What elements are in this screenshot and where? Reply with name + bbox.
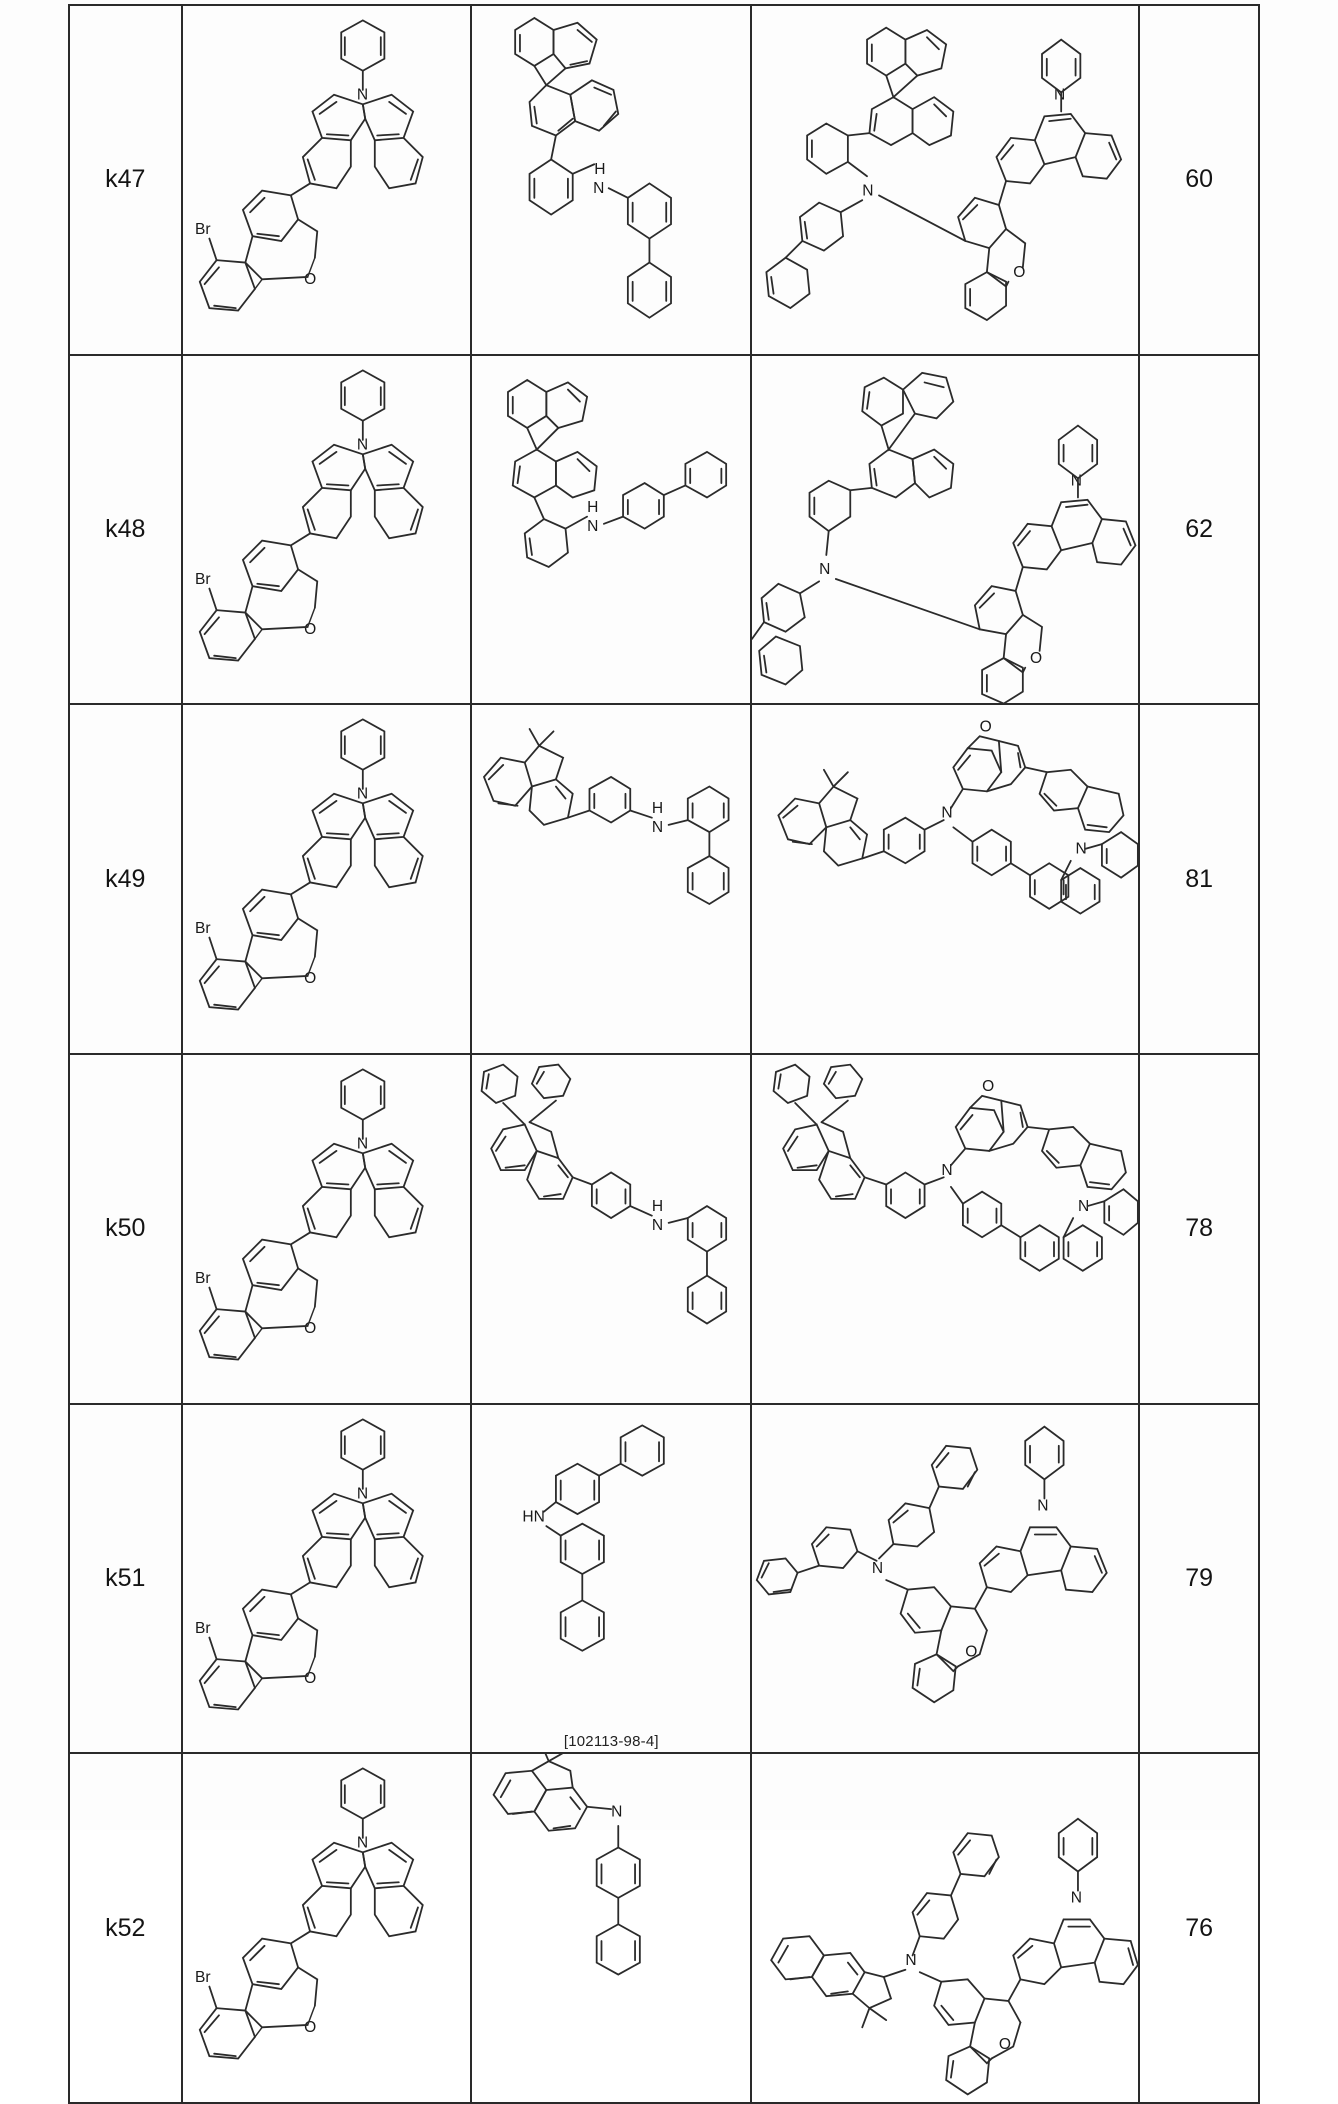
reactant2-cell xyxy=(471,5,751,355)
table-row xyxy=(69,1404,1259,1754)
row-label-cell xyxy=(69,355,182,705)
structure-diagram-product xyxy=(752,705,1138,1053)
svg-text:N: N xyxy=(356,1485,368,1503)
yield-value: 81 xyxy=(1185,864,1214,893)
table-row xyxy=(69,704,1259,1054)
yield-cell xyxy=(1139,1753,1259,2103)
structure-diagram-reactant1 xyxy=(183,1055,471,1403)
svg-text:O: O xyxy=(965,1643,978,1661)
row-label: k49 xyxy=(105,864,146,893)
product-cell xyxy=(751,1054,1139,1404)
svg-text:N: N xyxy=(356,1135,368,1153)
product-cell xyxy=(751,1753,1139,2103)
yield-cell xyxy=(1139,355,1259,705)
svg-text:H: H xyxy=(587,498,599,516)
table-row xyxy=(69,1054,1259,1404)
row-label: k50 xyxy=(105,1214,146,1243)
structure-diagram-product xyxy=(752,1055,1138,1403)
reactant2-cell xyxy=(471,1404,751,1754)
reactant2-cell xyxy=(471,355,751,705)
svg-text:N: N xyxy=(1054,86,1066,104)
svg-text:N: N xyxy=(819,560,831,578)
yield-value: 79 xyxy=(1185,1564,1214,1592)
row-label: k48 xyxy=(105,515,146,543)
svg-text:N: N xyxy=(905,1952,918,1970)
yield-cell xyxy=(1139,1054,1259,1404)
product-cell xyxy=(751,704,1139,1054)
svg-text:N: N xyxy=(356,86,368,104)
reactant1-cell xyxy=(182,5,472,355)
row-label: k52 xyxy=(105,1913,146,1942)
structure-diagram-reactant1 xyxy=(183,1405,471,1753)
structure-diagram-product xyxy=(752,356,1138,704)
structure-diagram-product xyxy=(752,1754,1138,2102)
svg-text:N: N xyxy=(652,1217,664,1235)
structure-diagram-reactant1 xyxy=(183,356,471,704)
svg-text:N: N xyxy=(1071,472,1083,490)
svg-text:H: H xyxy=(652,800,664,818)
row-label: k51 xyxy=(105,1564,146,1592)
structure-diagram-reactant1 xyxy=(183,6,471,354)
structure-diagram-reactant1 xyxy=(183,705,471,1053)
svg-text:N: N xyxy=(1037,1497,1049,1515)
reactant1-cell xyxy=(182,704,472,1054)
table-row xyxy=(69,5,1259,355)
product-cell xyxy=(751,1404,1139,1754)
svg-text:N: N xyxy=(872,1559,884,1577)
reaction-table xyxy=(68,4,1260,2104)
yield-cell xyxy=(1139,5,1259,355)
product-cell xyxy=(751,355,1139,705)
reactant2-cell xyxy=(471,704,751,1054)
svg-text:O: O xyxy=(303,271,316,289)
reactant1-cell xyxy=(182,1753,472,2103)
reaction-table-container xyxy=(68,4,1260,2054)
svg-text:N: N xyxy=(593,180,605,198)
svg-text:O: O xyxy=(303,1320,316,1338)
svg-text:N: N xyxy=(652,819,664,837)
svg-text:O: O xyxy=(999,2036,1012,2054)
row-label: k47 xyxy=(105,165,146,194)
svg-text:N: N xyxy=(1075,841,1088,859)
structure-diagram-reactant2 xyxy=(472,1055,750,1403)
table-row xyxy=(69,1753,1259,2103)
svg-text:O: O xyxy=(303,620,316,638)
svg-text:N: N xyxy=(356,436,368,454)
svg-text:O: O xyxy=(980,718,993,736)
structure-diagram-product xyxy=(752,6,1138,354)
reactant2-cell xyxy=(471,1753,751,2103)
reactant1-cell xyxy=(182,1054,472,1404)
structure-diagram-product xyxy=(752,1405,1138,1753)
svg-text:N: N xyxy=(1071,1889,1083,1907)
reactant1-cell xyxy=(182,355,472,705)
svg-text:N: N xyxy=(941,1161,953,1179)
row-label-cell xyxy=(69,1404,182,1754)
svg-text:Br: Br xyxy=(194,1269,211,1287)
svg-text:N: N xyxy=(862,182,874,200)
yield-value: 76 xyxy=(1185,1913,1214,1942)
svg-text:H: H xyxy=(652,1197,664,1215)
svg-text:HN: HN xyxy=(522,1507,546,1525)
svg-text:O: O xyxy=(303,970,316,988)
yield-value: 78 xyxy=(1185,1214,1214,1243)
svg-text:O: O xyxy=(982,1078,995,1096)
row-label-cell xyxy=(69,5,182,355)
row-label-cell xyxy=(69,1753,182,2103)
svg-text:N: N xyxy=(356,785,368,803)
yield-cell xyxy=(1139,1404,1259,1754)
reactant1-cell xyxy=(182,1404,472,1754)
yield-cell xyxy=(1139,704,1259,1054)
svg-text:Br: Br xyxy=(194,220,211,238)
svg-text:H: H xyxy=(594,160,606,178)
svg-text:O: O xyxy=(303,2019,316,2037)
cas-number-note: [102113-98-4] xyxy=(563,1733,659,1751)
structure-diagram-reactant1 xyxy=(183,1754,471,2102)
structure-diagram-reactant2 xyxy=(472,705,750,1053)
svg-text:O: O xyxy=(1030,649,1043,667)
structure-diagram-reactant2 xyxy=(472,1405,750,1753)
yield-value: 62 xyxy=(1185,515,1214,543)
svg-text:Br: Br xyxy=(194,570,211,588)
svg-text:Br: Br xyxy=(194,1969,211,1987)
structure-diagram-reactant2 xyxy=(472,356,750,704)
svg-text:Br: Br xyxy=(194,920,211,938)
row-label-cell xyxy=(69,704,182,1054)
reactant2-cell xyxy=(471,1054,751,1404)
svg-text:N: N xyxy=(1078,1197,1090,1215)
svg-text:N: N xyxy=(356,1834,368,1852)
svg-text:N: N xyxy=(941,805,953,823)
svg-text:O: O xyxy=(1013,263,1026,281)
row-label-cell xyxy=(69,1054,182,1404)
product-cell xyxy=(751,5,1139,355)
svg-text:Br: Br xyxy=(194,1619,211,1637)
structure-diagram-reactant2 xyxy=(472,6,750,354)
yield-value: 60 xyxy=(1185,165,1214,194)
svg-text:N: N xyxy=(587,517,599,535)
structure-diagram-reactant2 xyxy=(472,1754,750,2102)
svg-text:O: O xyxy=(303,1669,316,1687)
table-row xyxy=(69,355,1259,705)
svg-text:N: N xyxy=(611,1803,623,1821)
